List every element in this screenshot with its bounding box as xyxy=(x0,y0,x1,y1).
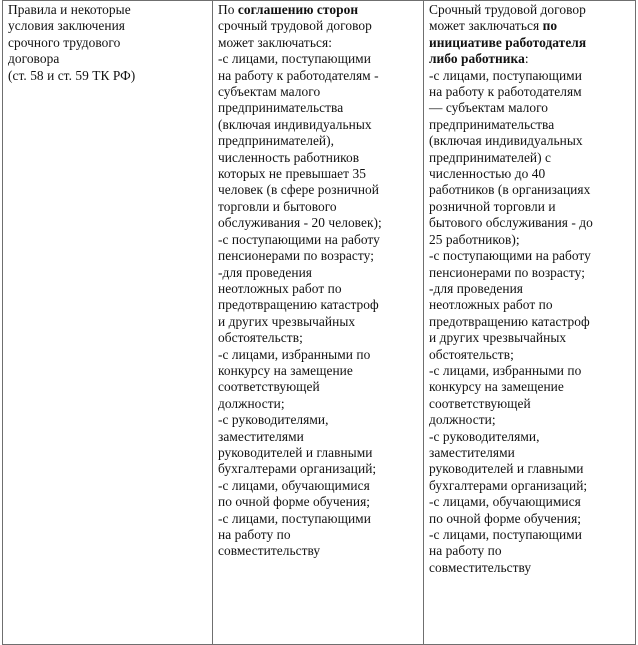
mutual-agreement-line: человек (в сфере розничной xyxy=(217,182,379,198)
initiative-line-2-prefix: может заключаться xyxy=(428,18,543,34)
table-row xyxy=(3,1,636,645)
initiative-line: -с лицами, поступающими xyxy=(428,67,582,83)
mutual-agreement-line: (включая индивидуальных xyxy=(217,116,372,132)
initiative-line: по очной форме обучения; xyxy=(428,510,582,526)
initiative-line: численностью до 40 xyxy=(428,166,546,182)
mutual-agreement-line: бухгалтерами организаций; xyxy=(217,461,377,477)
intro-prefix-text: По xyxy=(217,2,238,17)
initiative-line: руководителей и главными xyxy=(428,461,584,477)
fixed-term-contract-table xyxy=(2,0,636,645)
initiative-line: -для проведения xyxy=(428,280,524,296)
initiative-line: предпринимателей) с xyxy=(428,149,552,165)
initiative-line: соответствующей xyxy=(428,395,531,411)
initiative-line: конкурсу на замещение xyxy=(428,379,564,395)
initiative-line: -с лицами, избранными по xyxy=(428,362,582,378)
initiative-line: предпринимательства xyxy=(428,116,555,132)
initiative-line: совместительству xyxy=(428,559,532,575)
mutual-agreement-line: -с лицами, обучающимися xyxy=(217,477,370,493)
mutual-agreement-line: предпринимателей), xyxy=(217,133,335,149)
mutual-agreement-line: которых не превышает 35 xyxy=(217,166,366,182)
mutual-agreement-line: обстоятельств; xyxy=(217,330,303,346)
mutual-agreement-line: предпринимательства xyxy=(217,100,344,116)
mutual-agreement-line: соответствующей xyxy=(217,379,320,395)
initiative-line: (включая индивидуальных xyxy=(428,133,583,149)
mutual-agreement-line: должности; xyxy=(217,395,285,411)
initiative-line: — субъектам малого xyxy=(428,100,549,116)
initiative-line-4-bold: либо работника xyxy=(428,51,525,67)
mutual-agreement-line: может заключаться: xyxy=(217,34,332,50)
initiative-line: пенсионерами по возрасту; xyxy=(428,264,585,280)
initiative-line: -с руководителями, xyxy=(428,428,540,444)
initiative-line-2-bold: по xyxy=(542,18,558,34)
rules-header-line: договора xyxy=(8,51,60,67)
initiative-line-3-bold: инициативе работодателя xyxy=(428,34,587,50)
initiative-line-4 xyxy=(429,51,631,67)
initiative-line: бытового обслуживания - до xyxy=(428,215,593,231)
initiative-line-4-suffix: : xyxy=(524,51,529,67)
initiative-line: работников (в организациях xyxy=(428,182,591,198)
initiative-line: на работу по xyxy=(428,543,502,559)
mutual-agreement-line: субъектам малого xyxy=(217,84,321,100)
mutual-agreement-line: совместительству xyxy=(217,543,321,559)
mutual-agreement-line: -с лицами, поступающими xyxy=(217,510,371,526)
rules-header-line: срочного трудового xyxy=(8,34,121,50)
rules-header-line: условия заключения xyxy=(8,18,125,34)
initiative-line-1: Срочный трудовой договор xyxy=(428,2,586,17)
rules-header-line: Правила и некоторые xyxy=(8,2,131,17)
mutual-agreement-line: пенсионерами по возрасту; xyxy=(217,248,374,264)
initiative-line-3 xyxy=(429,35,631,51)
initiative-line: обстоятельств; xyxy=(428,346,514,362)
mutual-agreement-line: по очной форме обучения; xyxy=(217,494,371,510)
mutual-agreement-line: на работу к работодателям - xyxy=(217,67,379,83)
mutual-agreement-line: -с руководителями, xyxy=(217,412,329,428)
initiative-line-2 xyxy=(429,18,631,34)
mutual-agreement-line: руководителей и главными xyxy=(217,444,373,460)
initiative-line: бухгалтерами организаций; xyxy=(428,477,588,493)
mutual-agreement-line: неотложных работ по xyxy=(217,280,342,296)
mutual-agreement-line: конкурсу на замещение xyxy=(217,362,353,378)
mutual-agreement-bold-text: соглашению сторон xyxy=(237,2,359,17)
mutual-agreement-line: обслуживания - 20 человек); xyxy=(217,215,382,231)
initiative-line: должности; xyxy=(428,412,496,428)
mutual-agreement-line: -с лицами, избранными по xyxy=(217,346,371,362)
mutual-agreement-line: на работу по xyxy=(217,527,291,542)
initiative-line: и других чрезвычайных xyxy=(428,330,567,346)
initiative-line: розничной торговли и xyxy=(428,198,556,214)
mutual-agreement-line: срочный трудовой договор xyxy=(217,18,372,34)
initiative-line: неотложных работ по xyxy=(428,297,553,313)
initiative-line: 25 работников); xyxy=(428,231,520,247)
initiative-line: -с лицами, поступающими xyxy=(428,527,582,542)
mutual-agreement-line: предотвращению катастроф xyxy=(217,297,379,313)
rules-header-line: (ст. 58 и ст. 59 ТК РФ) xyxy=(8,67,136,83)
mutual-agreement-line: численность работников xyxy=(217,149,360,165)
mutual-agreement-line: -с лицами, поступающими xyxy=(217,51,371,67)
initiative-line: заместителями xyxy=(428,444,515,460)
initiative-cell xyxy=(423,1,635,645)
mutual-agreement-line: и других чрезвычайных xyxy=(217,313,356,329)
mutual-agreement-line: заместителями xyxy=(217,428,304,444)
initiative-line: -с поступающими на работу xyxy=(428,248,591,264)
mutual-agreement-line: -с поступающими на работу xyxy=(217,231,380,247)
mutual-agreement-line: торговли и бытового xyxy=(217,198,337,214)
rules-header-cell xyxy=(3,1,213,645)
mutual-agreement-cell xyxy=(212,1,423,645)
mutual-agreement-intro xyxy=(218,2,419,18)
mutual-agreement-line: -для проведения xyxy=(217,264,313,280)
initiative-line: на работу к работодателям xyxy=(428,84,582,100)
initiative-line: предотвращению катастроф xyxy=(428,313,590,329)
initiative-line: -с лицами, обучающимися xyxy=(428,494,581,510)
